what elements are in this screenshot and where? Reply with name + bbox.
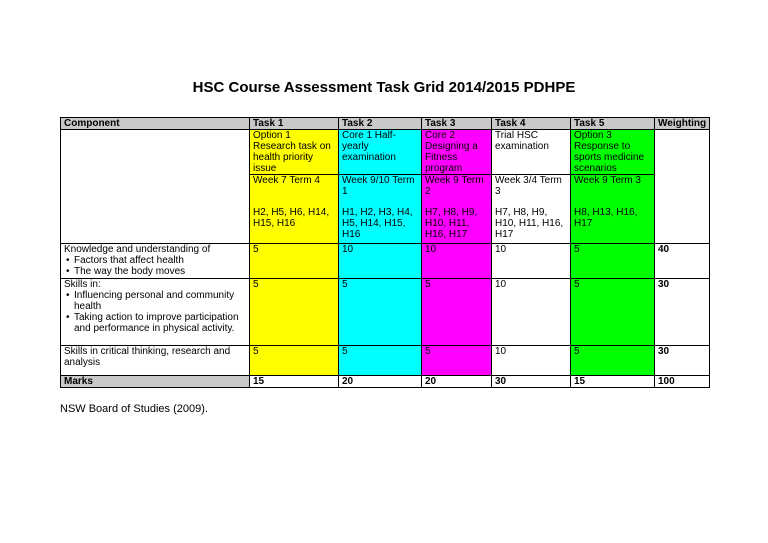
critical-row [61, 346, 710, 376]
skills-weighting: 30 [655, 279, 710, 346]
marks-total: 100 [655, 376, 710, 388]
marks-row [61, 376, 710, 388]
critical-label: Skills in critical thinking, research and analysis [61, 346, 250, 376]
header-task-5: Task 5 [571, 118, 655, 130]
header-task-4: Task 4 [492, 118, 571, 130]
skills-label-cell [61, 279, 250, 346]
skills-bullet: • Taking action to improve participation and performance in physical activity. [64, 312, 246, 334]
marks-task-2: 20 [339, 376, 422, 388]
critical-task-1: 5 [250, 346, 339, 376]
skills-bullet: • Influencing personal and community health [64, 290, 246, 312]
marks-task-4: 30 [492, 376, 571, 388]
marks-task-3: 20 [422, 376, 492, 388]
header-task-2: Task 2 [339, 118, 422, 130]
skills-row [61, 279, 710, 346]
critical-weighting: 30 [655, 346, 710, 376]
knowledge-row [61, 244, 710, 279]
task-1-timing: Week 7 Term 4 [250, 175, 339, 208]
task-2-timing: Week 9/10 Term 1 [339, 175, 422, 208]
knowledge-task-1: 5 [250, 244, 339, 279]
marks-task-1: 15 [250, 376, 339, 388]
skills-task-1: 5 [250, 279, 339, 346]
task-2-outcomes: H1, H2, H3, H4, H5, H14, H15, H16 [339, 207, 422, 244]
task-3-outcomes: H7, H8, H9, H10, H11, H16, H17 [422, 207, 492, 244]
header-row [61, 118, 710, 130]
critical-task-4: 10 [492, 346, 571, 376]
skills-task-3: 5 [422, 279, 492, 346]
task-4-timing: Week 3/4 Term 3 [492, 175, 571, 208]
critical-task-2: 5 [339, 346, 422, 376]
task-3-timing: Week 9 Term 2 [422, 175, 492, 208]
skills-task-5: 5 [571, 279, 655, 346]
blank-component-cell [61, 130, 250, 244]
skills-task-2: 5 [339, 279, 422, 346]
source-citation: NSW Board of Studies (2009). [60, 403, 208, 415]
task-2-description: Core 1 Half-yearly examination [339, 130, 422, 175]
task-description-row [61, 130, 710, 175]
task-5-timing: Week 9 Term 3 [571, 175, 655, 208]
page-title: HSC Course Assessment Task Grid 2014/2015 PDHPE [192, 79, 576, 96]
task-5-outcomes: H8, H13, H16, H17 [571, 207, 655, 244]
knowledge-task-3: 10 [422, 244, 492, 279]
header-task-1: Task 1 [250, 118, 339, 130]
header-task-3: Task 3 [422, 118, 492, 130]
task-3-description: Core 2 Designing a Fitness program [422, 130, 492, 175]
knowledge-weighting: 40 [655, 244, 710, 279]
blank-weighting-cell [655, 130, 710, 244]
task-1-description: Option 1 Research task on health priority issue [250, 130, 339, 175]
critical-task-3: 5 [422, 346, 492, 376]
knowledge-task-4: 10 [492, 244, 571, 279]
task-5-description: Option 3 Response to sports medicine scenarios [571, 130, 655, 175]
knowledge-bullet: • The way the body moves [64, 266, 246, 277]
header-weighting: Weighting [655, 118, 710, 130]
marks-label: Marks [61, 376, 250, 388]
knowledge-task-5: 5 [571, 244, 655, 279]
assessment-grid [60, 117, 710, 388]
critical-task-5: 5 [571, 346, 655, 376]
task-4-outcomes: H7, H8, H9, H10, H11, H16, H17 [492, 207, 571, 244]
task-4-description: Trial HSC examination [492, 130, 571, 175]
knowledge-label-cell [61, 244, 250, 279]
skills-label: Skills in: [64, 279, 101, 290]
task-1-outcomes: H2, H5, H6, H14, H15, H16 [250, 207, 339, 244]
skills-task-4: 10 [492, 279, 571, 346]
knowledge-label: Knowledge and understanding of [64, 244, 211, 255]
knowledge-bullet: • Factors that affect health [64, 255, 246, 266]
marks-task-5: 15 [571, 376, 655, 388]
knowledge-task-2: 10 [339, 244, 422, 279]
header-component: Component [61, 118, 250, 130]
